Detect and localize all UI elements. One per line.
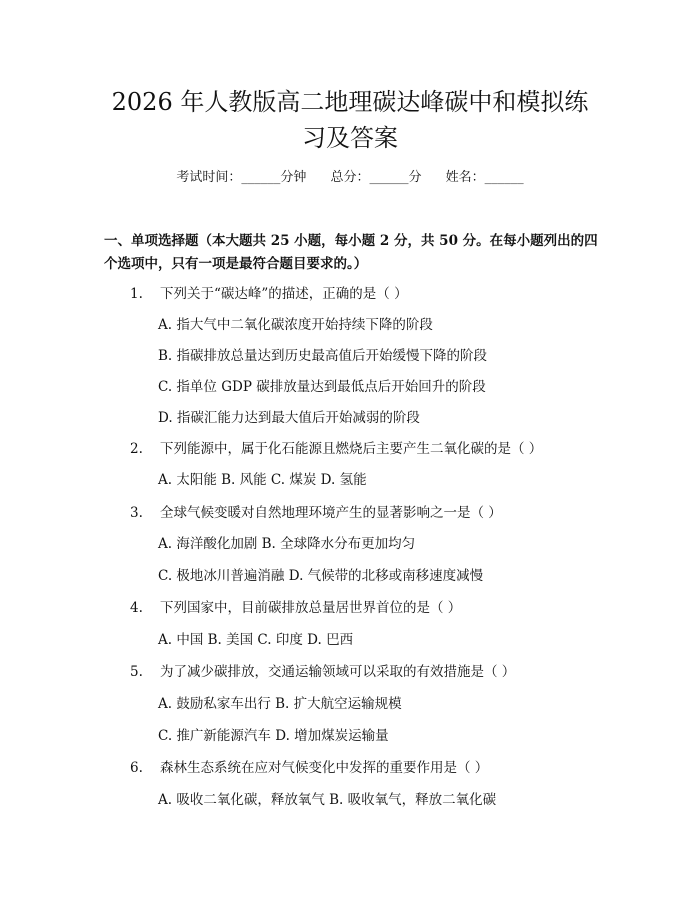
question-1-stem [130, 284, 408, 304]
question-text: 全球气候变暖对自然地理环境产生的显著影响之一是（ ） [160, 505, 502, 521]
question-number: 6. [130, 760, 143, 776]
exam-time-field: 考试时间：______分钟 [176, 170, 307, 185]
question-4-options: A. 中国 B. 美国 C. 印度 D. 巴西 [158, 632, 354, 648]
question-1-option-c: C. 指单位 GDP 碳排放量达到最低点后开始回升的阶段 [158, 379, 486, 395]
question-1-option-a: A. 指大气中二氧化碳浓度开始持续下降的阶段 [158, 317, 433, 333]
question-6-stem [130, 758, 488, 778]
question-1-option-d: D. 指碳汇能力达到最大值后开始减弱的阶段 [158, 410, 420, 426]
question-1-option-b: B. 指碳排放总量达到历史最高值后开始缓慢下降的阶段 [158, 348, 488, 364]
document-title [80, 84, 620, 156]
question-5-stem [130, 662, 515, 682]
question-2-stem [130, 439, 542, 459]
question-4-stem [130, 598, 461, 618]
question-number: 1. [130, 286, 143, 302]
question-number: 2. [130, 441, 143, 457]
question-text: 为了减少碳排放，交通运输领域可以采取的有效措施是（ ） [160, 664, 516, 680]
question-3-options-ab: A. 海洋酸化加剧 B. 全球降水分布更加均匀 [158, 536, 416, 552]
question-text: 下列关于“碳达峰”的描述，正确的是（ ） [160, 286, 408, 302]
question-5-options-ab: A. 鼓励私家车出行 B. 扩大航空运输规模 [158, 696, 402, 712]
question-6-options-ab: A. 吸收二氧化碳，释放氧气 B. 吸收氧气，释放二氧化碳 [158, 792, 497, 808]
title-line-1: 2026 年人教版高二地理碳达峰碳中和模拟练 [111, 88, 589, 116]
question-number: 3. [130, 505, 143, 521]
question-2-options: A. 太阳能 B. 风能 C. 煤炭 D. 氢能 [158, 472, 367, 488]
question-text: 下列国家中，目前碳排放总量居世界首位的是（ ） [160, 600, 462, 616]
question-number: 4. [130, 600, 143, 616]
question-text: 森林生态系统在应对气候变化中发挥的重要作用是（ ） [160, 760, 489, 776]
question-5-options-cd: C. 推广新能源汽车 D. 增加煤炭运输量 [158, 728, 389, 744]
exam-meta-line [0, 168, 700, 188]
title-line-2: 习及答案 [302, 124, 398, 152]
student-name-field: 姓名：______ [445, 170, 524, 185]
question-number: 5. [130, 664, 143, 680]
section-heading: 一、单项选择题（本大题共 25 小题，每小题 2 分，共 50 分。在每小题列出的四个选项中，只有一项是最符合题目要求的。） [104, 233, 598, 272]
question-text: 下列能源中，属于化石能源且燃烧后主要产生二氧化碳的是（ ） [160, 441, 543, 457]
total-score-field: 总分：______分 [330, 170, 422, 185]
question-3-stem [130, 503, 502, 523]
question-3-options-cd: C. 极地冰川普遍消融 D. 气候带的北移或南移速度减慢 [158, 568, 484, 584]
